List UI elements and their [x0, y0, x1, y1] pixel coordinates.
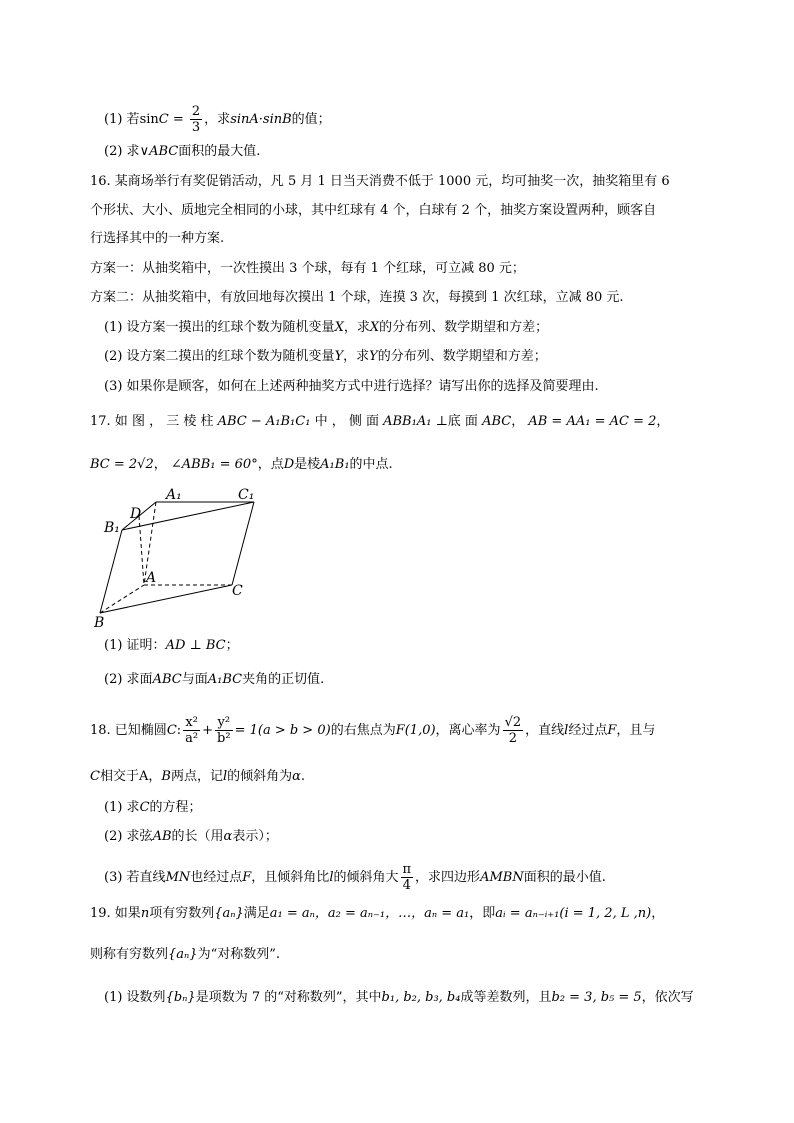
q17-l2d: ，点 [257, 457, 284, 472]
q16-sub1-a: (1) 设方案一摸出的红球个数为随机变量 [104, 320, 335, 335]
q15-part1 [104, 104, 704, 135]
q16-sub2 [104, 347, 704, 367]
q18-sub3-mn: MN [165, 870, 191, 885]
q19-l1c: 项有穷数列 [149, 906, 215, 921]
q17-sub1 [104, 636, 704, 656]
label-d: D [130, 506, 142, 522]
q18-sub3-g: 的倾斜角大 [333, 870, 399, 885]
q16-line1: 16. 某商场举行有奖促销活动，凡 5 月 1 日当天消费不低于 1000 元，均可抽奖一次，抽奖箱里有 6 [90, 174, 670, 189]
q17-edge: A₁B₁ [320, 457, 350, 472]
q18-l2b: 相交于 [99, 769, 139, 784]
q17-l2f: 是棱 [294, 457, 321, 472]
q17-sub2-a: (2) 求面 [104, 672, 153, 687]
q19-sub1-c: 是项数为 7 的“对称数列”，其中 [195, 990, 382, 1005]
label-c: C [232, 583, 243, 599]
q17-sub1-b: AD ⊥ BC [165, 638, 226, 653]
q17-l1i: ， [656, 414, 670, 429]
q17-line2 [90, 455, 704, 475]
q18-ecc-num: √2 [504, 715, 522, 730]
q18-sub3-c: 也经过点 [190, 870, 243, 885]
q19-conds: a₁ = aₙ，a₂ = aₙ₋₁，…，aₙ = a₁ [269, 906, 470, 921]
prism-diagram [94, 486, 274, 631]
q17-sub2 [104, 670, 704, 690]
q18-sub3-a: (3) 若直线 [104, 870, 166, 885]
q19-n: n [140, 906, 150, 921]
q18-sub1-a: (1) 求 [104, 800, 140, 815]
label-c1: C₁ [238, 487, 255, 503]
q17-sub2-c: 与面 [181, 672, 208, 687]
q18-sub1-b: C [139, 800, 150, 815]
q16-sub2-a: (2) 设方案二摸出的红球个数为随机变量 [104, 349, 335, 364]
q18-frac-y [215, 715, 233, 746]
q19-sub1-g: ，依次写 [641, 990, 694, 1005]
q17-lengths: AB = AA₁ = AC = 2 [528, 414, 657, 429]
q18-l1i: 经过点 [568, 723, 608, 738]
q15-frac-num: 2 [191, 104, 201, 119]
q19-l2c: 为“对称数列”. [197, 947, 281, 962]
q18-l1j: ，且与 [616, 723, 656, 738]
q16-var-y: Y [334, 349, 344, 364]
q19-l1a: 19. 如果 [90, 906, 141, 921]
q15-fraction [190, 104, 202, 135]
q18-sub2-b: AB [152, 829, 172, 844]
q18-sub2-d: α [223, 829, 233, 844]
q17-l2b: ， [153, 457, 167, 472]
q16-sub1 [104, 318, 704, 338]
q18-line-l: l [564, 723, 569, 738]
prism-figure [94, 486, 274, 635]
q16-plan2: 方案二：从抽奖箱中，有放回地每次摸出 1 个球，连摸 3 次，每摸到 1 次红球，立减 80 元. [90, 290, 624, 305]
q18-var-c: C [166, 723, 177, 738]
q19-line1 [90, 904, 704, 924]
q16-sub1-b: ，求 [343, 320, 370, 335]
q17-sub2-d: A₁BC [207, 672, 243, 687]
q16-var-y-2: Y [369, 349, 378, 364]
q16-sub1-c: 的分布列、数学期望和方差； [379, 320, 549, 335]
q19-sub1-bn: {bₙ} [165, 990, 196, 1005]
q18-l1a: 18. 已知椭圆 [90, 723, 167, 738]
q17-sub2-e: 夹角的正切值. [242, 672, 325, 687]
q15-part1-prefix: (1) 若 [104, 112, 140, 127]
label-b: B [94, 615, 105, 631]
q18-focus: F(1,0) [395, 723, 436, 738]
label-a: A [146, 570, 157, 586]
q17-base: ABC [482, 414, 512, 429]
q16-var-x-2: X [369, 320, 380, 335]
label-a1: A₁ [166, 487, 182, 503]
q17-angle: ∠ABB₁ = 60° [170, 457, 258, 472]
q18-sub3-h: ，求四边形 [415, 870, 481, 885]
q15-part2-prefix: (2) 求 [104, 144, 140, 159]
q17-sub1-c: ； [225, 638, 239, 653]
q18-frac-y-num: y² [215, 715, 233, 731]
q18-colon: : [176, 723, 182, 738]
q16-sub2-c: 的分布列、数学期望和方差； [377, 349, 547, 364]
q18-pi-frac [401, 862, 414, 893]
q18-sub3-j: 面积的最小值. [523, 870, 606, 885]
q18-alpha: α [292, 769, 301, 784]
q19-seq: {aₙ} [214, 906, 244, 921]
label-b1: B₁ [104, 520, 120, 536]
q15-part2-suffix: 面积的最大值. [178, 144, 261, 159]
q18-l2j: . [300, 769, 306, 784]
q19-general: aᵢ = aₙ₋ᵢ₊₁(i = 1, 2, L ,n) [495, 906, 652, 921]
q18-plus: + [202, 723, 214, 738]
q17-sub1-a: (1) 证明： [104, 638, 166, 653]
q18-l2h: 的倾斜角为 [227, 769, 293, 784]
q18-l2-l: l [222, 769, 228, 784]
q17-l1e: ⊥底 面 [435, 414, 478, 429]
q18-sub3-e: ，且倾斜角比 [251, 870, 330, 885]
triangle-symbol: ∨ [139, 144, 150, 159]
q18-sub3-l: l [329, 870, 334, 885]
q18-frac-x-den: a² [185, 731, 199, 746]
q17-l1g: ， [511, 414, 525, 429]
q19-l2-seq: {aₙ} [168, 947, 198, 962]
q17-bc: BC = 2√2 [90, 457, 154, 472]
q18-pi-num: π [402, 862, 412, 877]
q16-sub2-b: ，求 [343, 349, 370, 364]
q17-l2h: 的中点. [349, 457, 393, 472]
q15-var-c: C [158, 112, 169, 127]
q15-abc: ABC [149, 144, 179, 159]
q18-point-f: F [607, 723, 617, 738]
q18-sub3 [104, 862, 704, 893]
q19-line2 [90, 945, 704, 965]
q17-prism: ABC − A₁B₁C₁ [217, 414, 311, 429]
q18-sub3-f: F [242, 870, 252, 885]
q15-part2 [104, 142, 704, 162]
q18-l2f: 两点，记 [170, 769, 223, 784]
q17-face: ABB₁A₁ [383, 414, 432, 429]
q17-sub2-b: ABC [152, 672, 182, 687]
q19-sub1-e: 成等差数列，且 [460, 990, 552, 1005]
q15-part1-mid: ，求 [204, 112, 231, 127]
q18-sub1 [104, 798, 704, 818]
q16-plan1: 方案一：从抽奖箱中，一次性摸出 3 个球，每有 1 个红球，可立减 80 元； [90, 261, 525, 276]
q18-ellipse-cond: = 1(a > b > 0) [234, 723, 331, 738]
q18-l1h: ，直线 [525, 723, 565, 738]
q18-sub2 [104, 827, 704, 847]
q19-l1i: ， [651, 906, 665, 921]
q18-sub3-quad: AMBN [480, 870, 524, 885]
q15-eq: = [168, 112, 188, 127]
q18-frac-y-den: b² [217, 731, 231, 746]
q18-ecc-den: 2 [508, 731, 517, 746]
edge-b1-c1 [122, 502, 254, 530]
q16-line2: 个形状、大小、质地完全相同的小球，其中红球有 4 个，白球有 2 个，抽奖方案设置两种，顾客自 [90, 203, 657, 218]
q18-line2 [90, 767, 704, 787]
q18-l2d: ， [148, 769, 162, 784]
q18-l2-b: B [161, 769, 171, 784]
q18-line1 [90, 715, 704, 746]
q16-var-x: X [334, 320, 344, 335]
q17-point-d: D [283, 457, 295, 472]
q19-sub1 [104, 988, 704, 1008]
q18-l1e: 的右焦点为 [330, 723, 396, 738]
q17-l1a: 17. 如 图 ， 三 棱 柱 [90, 414, 214, 429]
q18-ecc-frac [503, 715, 524, 746]
q18-sub2-a: (2) 求弦 [104, 829, 153, 844]
q19-sub1-a: (1) 设数列 [104, 990, 166, 1005]
q19-sub1-terms: b₁, b₂, b₃, b₄ [381, 990, 461, 1005]
edge-b-c [100, 585, 232, 613]
q18-l2-c: C [90, 769, 100, 784]
q15-part1-suffix: 的值； [291, 112, 331, 127]
q18-sub2-e: 表示）； [232, 829, 278, 844]
q18-sub1-c: 的方程； [149, 800, 202, 815]
q16-sub3: (3) 如果你是顾客，如何在上述两种抽奖方式中进行选择？请写出你的选择及简要理由. [104, 379, 599, 394]
edge-c1-c [232, 502, 254, 585]
q17-l1c: 中 ， 侧 面 [314, 414, 379, 429]
q18-sub2-c: 的长（用 [171, 829, 224, 844]
q18-frac-x [183, 715, 200, 746]
q18-pi-den: 4 [402, 878, 411, 893]
q18-l1g: ，离心率为 [435, 723, 501, 738]
q17-line1 [90, 412, 704, 432]
q15-expr: sinA·sinB [230, 112, 292, 127]
q19-l1e: 满足 [243, 906, 270, 921]
q15-frac-den: 3 [191, 120, 201, 135]
q19-l1g: ，即 [469, 906, 496, 921]
q19-sub1-vals: b₂ = 3, b₅ = 5 [551, 990, 642, 1005]
q18-l2-a: A [138, 769, 149, 784]
q19-l2a: 则称有穷数列 [90, 947, 169, 962]
q18-frac-x-num: x² [183, 715, 200, 731]
q15-sin: sin [139, 112, 159, 127]
q16-line3: 行选择其中的一种方案. [90, 231, 225, 246]
